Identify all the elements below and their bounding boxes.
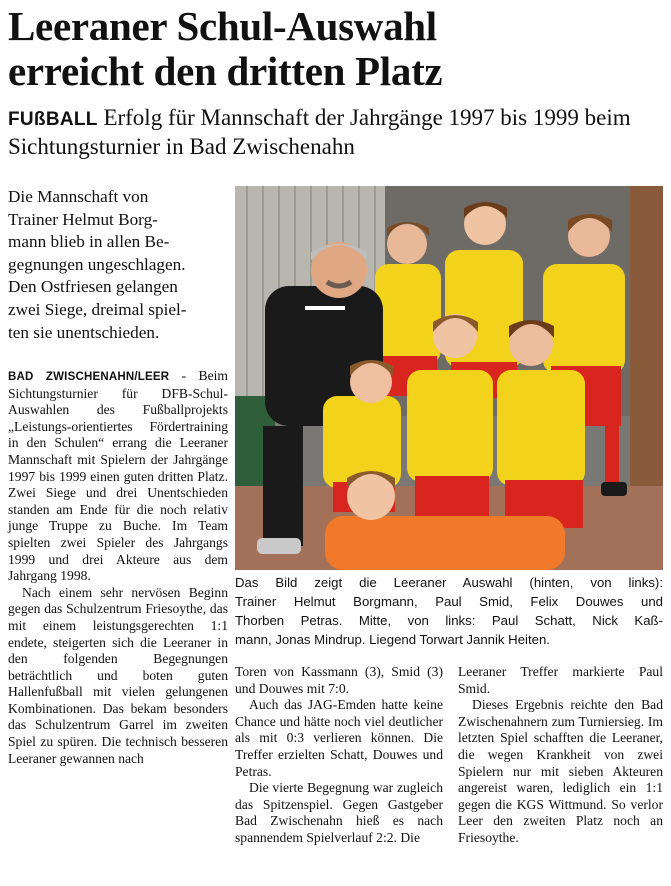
article-paragraph: Auch das JAG-Emden hatte keine Chance und hätte noch viel deutlicher als mit 0:3 verlieren können. Die Treffer erzielten Schatt, Douwes und Petras. — [235, 697, 443, 779]
teaser-line: Trainer Helmut Borg- — [8, 209, 158, 229]
article-paragraph: Dieses Ergebnis reichte den Bad Zwischenahnern zum Turniersieg. Im letzten Spiel schafften die Leeraner, die wegen Krankheit von zwei Spielern nur mit sieben Akteuren angereist waren, lediglich ein 1:1 gegen die KGS Wittmund. So verlor Leer den zweiten Platz noch an Friesoythe. — [458, 697, 663, 845]
article-paragraph — [8, 368, 228, 585]
article-column-2 — [235, 664, 443, 847]
caption-line: Trainer Helmut Borgmann, Paul Smid, Felix Douwes und — [235, 594, 663, 609]
subheadline — [8, 104, 668, 160]
article-paragraph: Die vierte Begegnung war zugleich das Spitzenspiel. Gegen Gastgeber Bad Zwischenahn hieß es nach spannendem Spielverlauf 2:2. Die — [235, 780, 443, 845]
caption-line: Thorben Petras. Mitte, von links: Paul Schatt, Nick Kaß- — [235, 613, 663, 628]
dateline: BAD ZWISCHENAHN/LEER — [8, 371, 170, 383]
teaser-line: gegnungen ungeschlagen. — [8, 254, 186, 274]
teaser — [8, 186, 230, 344]
article-paragraph: Nach einem sehr nervösen Beginn gegen das Schulzentrum Friesoythe, das mit einem leistungsgerechten 1:1 endete, steigerten sich die Leeraner in den folgenden Begegnungen beträchtlich und boten guten Hallenfußball mit vielen gelungenen Kombinationen. Das bekam besonders das Schulzentrum Garrel im zweiten Spiel zu spüren. Die technisch besseren Leeraner gewannen nach — [8, 584, 228, 766]
teaser-line: zwei Siege, dreimal spiel- — [8, 299, 187, 319]
subheadline-text: Erfolg für Mannschaft der Jahrgänge 1997 bis 1999 beim Sichtungsturnier in Bad Zwischenahn — [8, 105, 631, 159]
article-paragraph: Toren von Kassmann (3), Smid (3) und Douwes mit 7:0. — [235, 664, 443, 696]
teaser-line: Den Ostfriesen gelangen — [8, 277, 178, 297]
team-photo — [235, 186, 663, 570]
photo-caption — [235, 573, 663, 649]
caption-line: mann, Jonas Mindrup. Liegend Torwart Jannik Heiten. — [235, 632, 550, 647]
team-photo-illustration — [235, 186, 663, 570]
headline-line-2: erreicht den dritten Platz — [8, 48, 443, 94]
article-column-1 — [8, 368, 228, 767]
teaser-line: Die Mannschaft von — [8, 187, 149, 206]
teaser-line: ten sie unentschieden. — [8, 322, 160, 342]
caption-line: Das Bild zeigt die Leeraner Auswahl (hinten, von links): — [235, 575, 663, 590]
headline — [8, 4, 663, 94]
article-paragraph: Leeraner Treffer markierte Paul Smid. — [458, 664, 663, 696]
teaser-line: mann blieb in allen Be- — [8, 232, 170, 252]
paragraph-text: - Beim Sichtungsturnier für DFB-Schul-Auswahlen des Fußballprojekts „Leistungs-orientiertes Fördertraining in den Schulen“ errang die Leeraner Mannschaft mit Spielern der Jahrgänge 1997 bis 1999 einen guten dritten Platz. Zwei Siege und drei Unentschieden standen am Ende für die noch relativ junge Truppe zu Buche. Im Team spielten zwei Spieler des Jahrgangs 1999 und drei Akteure aus dem Jahrgang 1998. — [8, 368, 228, 584]
headline-line-1: Leeraner Schul-Auswahl — [8, 3, 437, 49]
kicker: FUßBALL — [8, 109, 98, 130]
article-column-3 — [458, 664, 663, 847]
